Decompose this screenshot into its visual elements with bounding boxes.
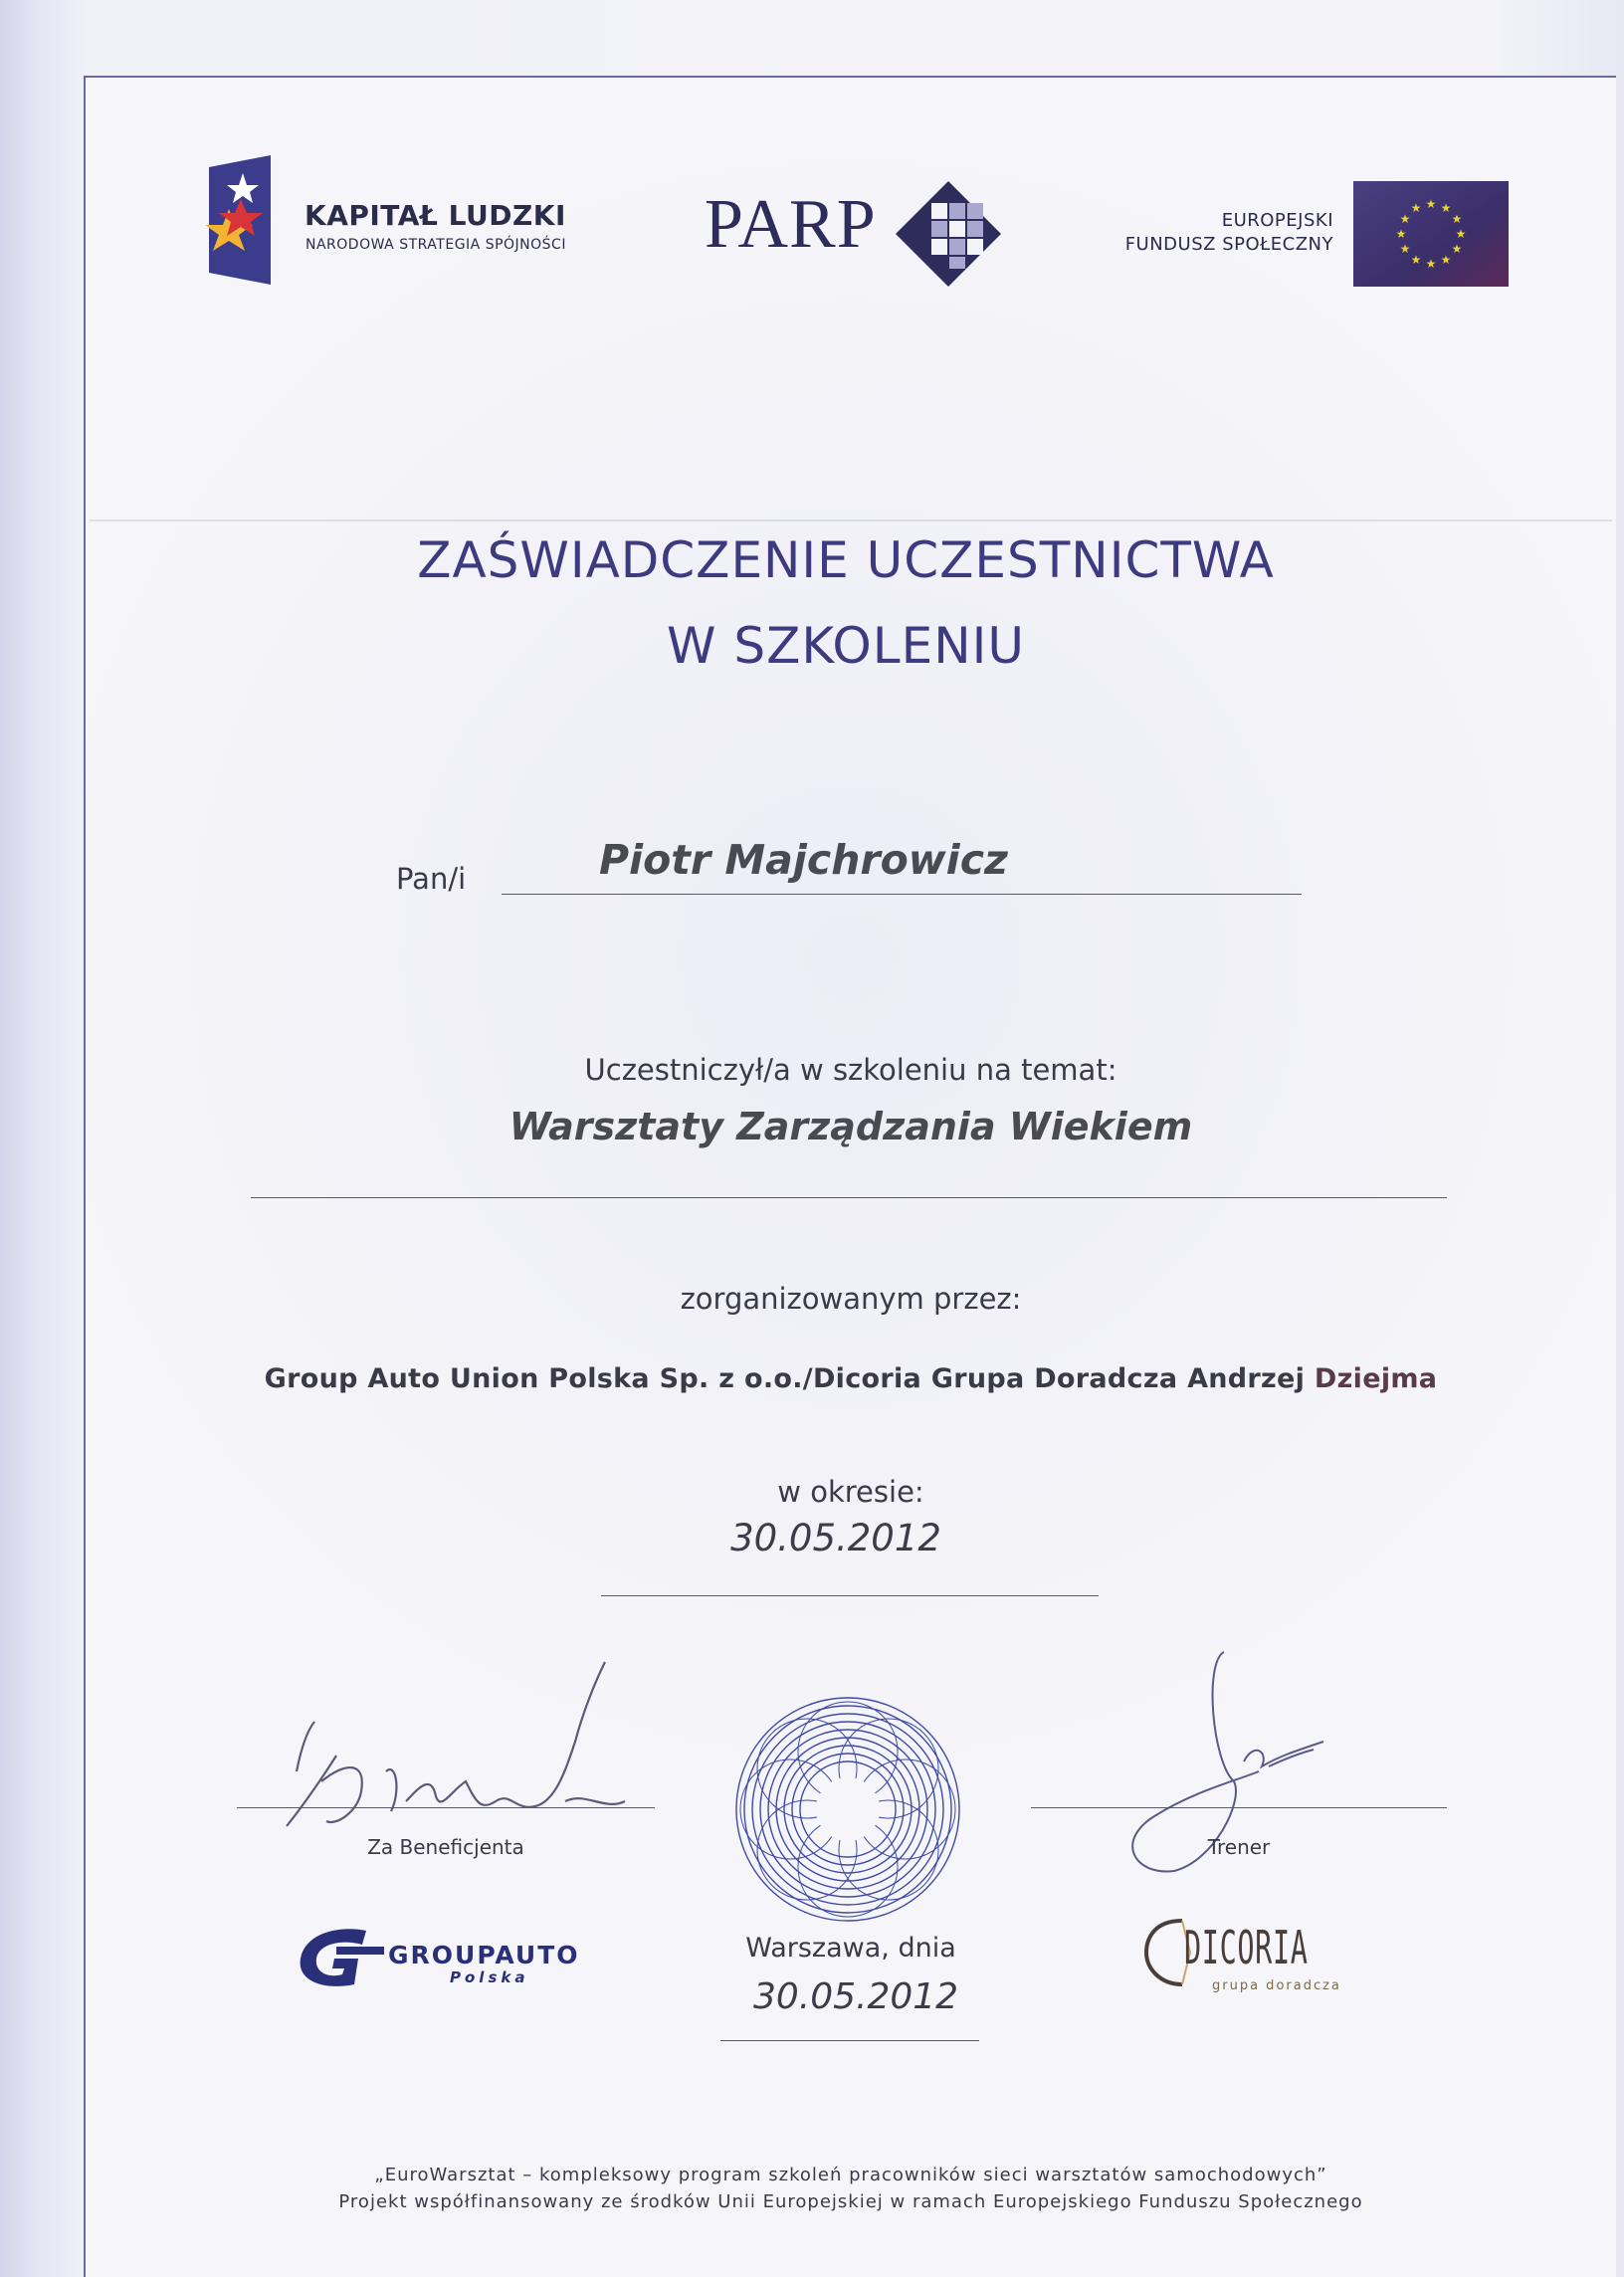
seal-rosette-icon	[730, 1692, 965, 1927]
participant-name: Piotr Majchrowicz	[599, 836, 1008, 884]
groupauto-sub: Polska	[450, 1968, 529, 1986]
efs-text-block	[1085, 209, 1333, 257]
place-label: Warszawa, dnia	[745, 1933, 956, 1964]
svg-text:★: ★	[1399, 212, 1411, 226]
svg-text:★: ★	[1440, 253, 1452, 267]
svg-text:★: ★	[1410, 253, 1422, 267]
kapital-ludzki-subtitle: NARODOWA STRATEGIA SPÓJNOŚCI	[305, 237, 566, 253]
certificate-title	[199, 518, 1493, 689]
svg-text:★: ★	[1440, 201, 1452, 215]
place-date: 30.05.2012	[752, 1976, 959, 2017]
footer-text	[159, 2162, 1542, 2215]
dicoria-sub: grupa doradcza	[1212, 1978, 1341, 1993]
svg-text:★: ★	[1455, 227, 1467, 241]
svg-text:★: ★	[1410, 201, 1422, 215]
topic-label: Uczestniczył/a w szkoleniu na temat:	[584, 1053, 1117, 1087]
svg-text:★: ★	[1395, 227, 1407, 241]
trainer-signature-line	[1031, 1807, 1447, 1808]
period-date: 30.05.2012	[730, 1517, 941, 1559]
groupauto-logo-icon	[297, 1925, 386, 1990]
name-underline	[502, 894, 1302, 895]
period-label: w okresie:	[777, 1475, 924, 1509]
trainer-label: Trener	[1207, 1835, 1271, 1859]
beneficiary-signature-line	[237, 1807, 655, 1808]
kapital-ludzki-title: KAPITAŁ LUDZKI	[304, 199, 566, 232]
dicoria-name: DICORIA	[1184, 1921, 1309, 1974]
efs-line2: FUNDUSZ SPOŁECZNY	[1124, 234, 1333, 255]
svg-text:★: ★	[1425, 197, 1437, 211]
parp-diamond-icon	[896, 181, 1001, 287]
organizer-tail: Dziejma	[1314, 1363, 1438, 1394]
topic-underline	[251, 1197, 1447, 1198]
parp-title: PARP	[705, 186, 877, 263]
svg-text:★: ★	[1451, 212, 1463, 226]
place-date-underline	[720, 2040, 979, 2041]
period-underline	[601, 1595, 1099, 1596]
organizer-name	[199, 1363, 1503, 1394]
training-topic: Warsztaty Zarządzania Wiekiem	[508, 1105, 1193, 1148]
groupauto-name: GROUPAUTO	[388, 1941, 580, 1969]
name-label: Pan/i	[396, 862, 467, 896]
title-line2: W SZKOLENIU	[667, 617, 1025, 675]
svg-text:★: ★	[1451, 242, 1463, 256]
title-line1: ZAŚWIADCZENIE UCZESTNICTWA	[417, 531, 1275, 589]
svg-text:★: ★	[1399, 242, 1411, 256]
svg-text:★: ★	[1425, 257, 1437, 271]
efs-line1: EUROPEJSKI	[1221, 210, 1333, 231]
kapital-ludzki-logo-icon	[195, 155, 275, 285]
beneficiary-signature-icon	[267, 1652, 665, 1851]
organizer-label: zorganizowanym przez:	[680, 1282, 1022, 1316]
footer-line1: „EuroWarsztat – kompleksowy program szkoleń pracowników sieci warsztatów samochodowych”	[374, 2165, 1327, 2185]
footer-line2: Projekt współfinansowany ze środków Unii Europejskiej w ramach Europejskiego Funduszu Społecznego	[338, 2191, 1363, 2212]
organizer-main: Group Auto Union Polska Sp. z o.o./Dicoria Grupa Doradcza Andrzej	[264, 1363, 1315, 1394]
eu-flag-icon	[1353, 181, 1509, 287]
beneficiary-label: Za Beneficjenta	[367, 1835, 524, 1859]
